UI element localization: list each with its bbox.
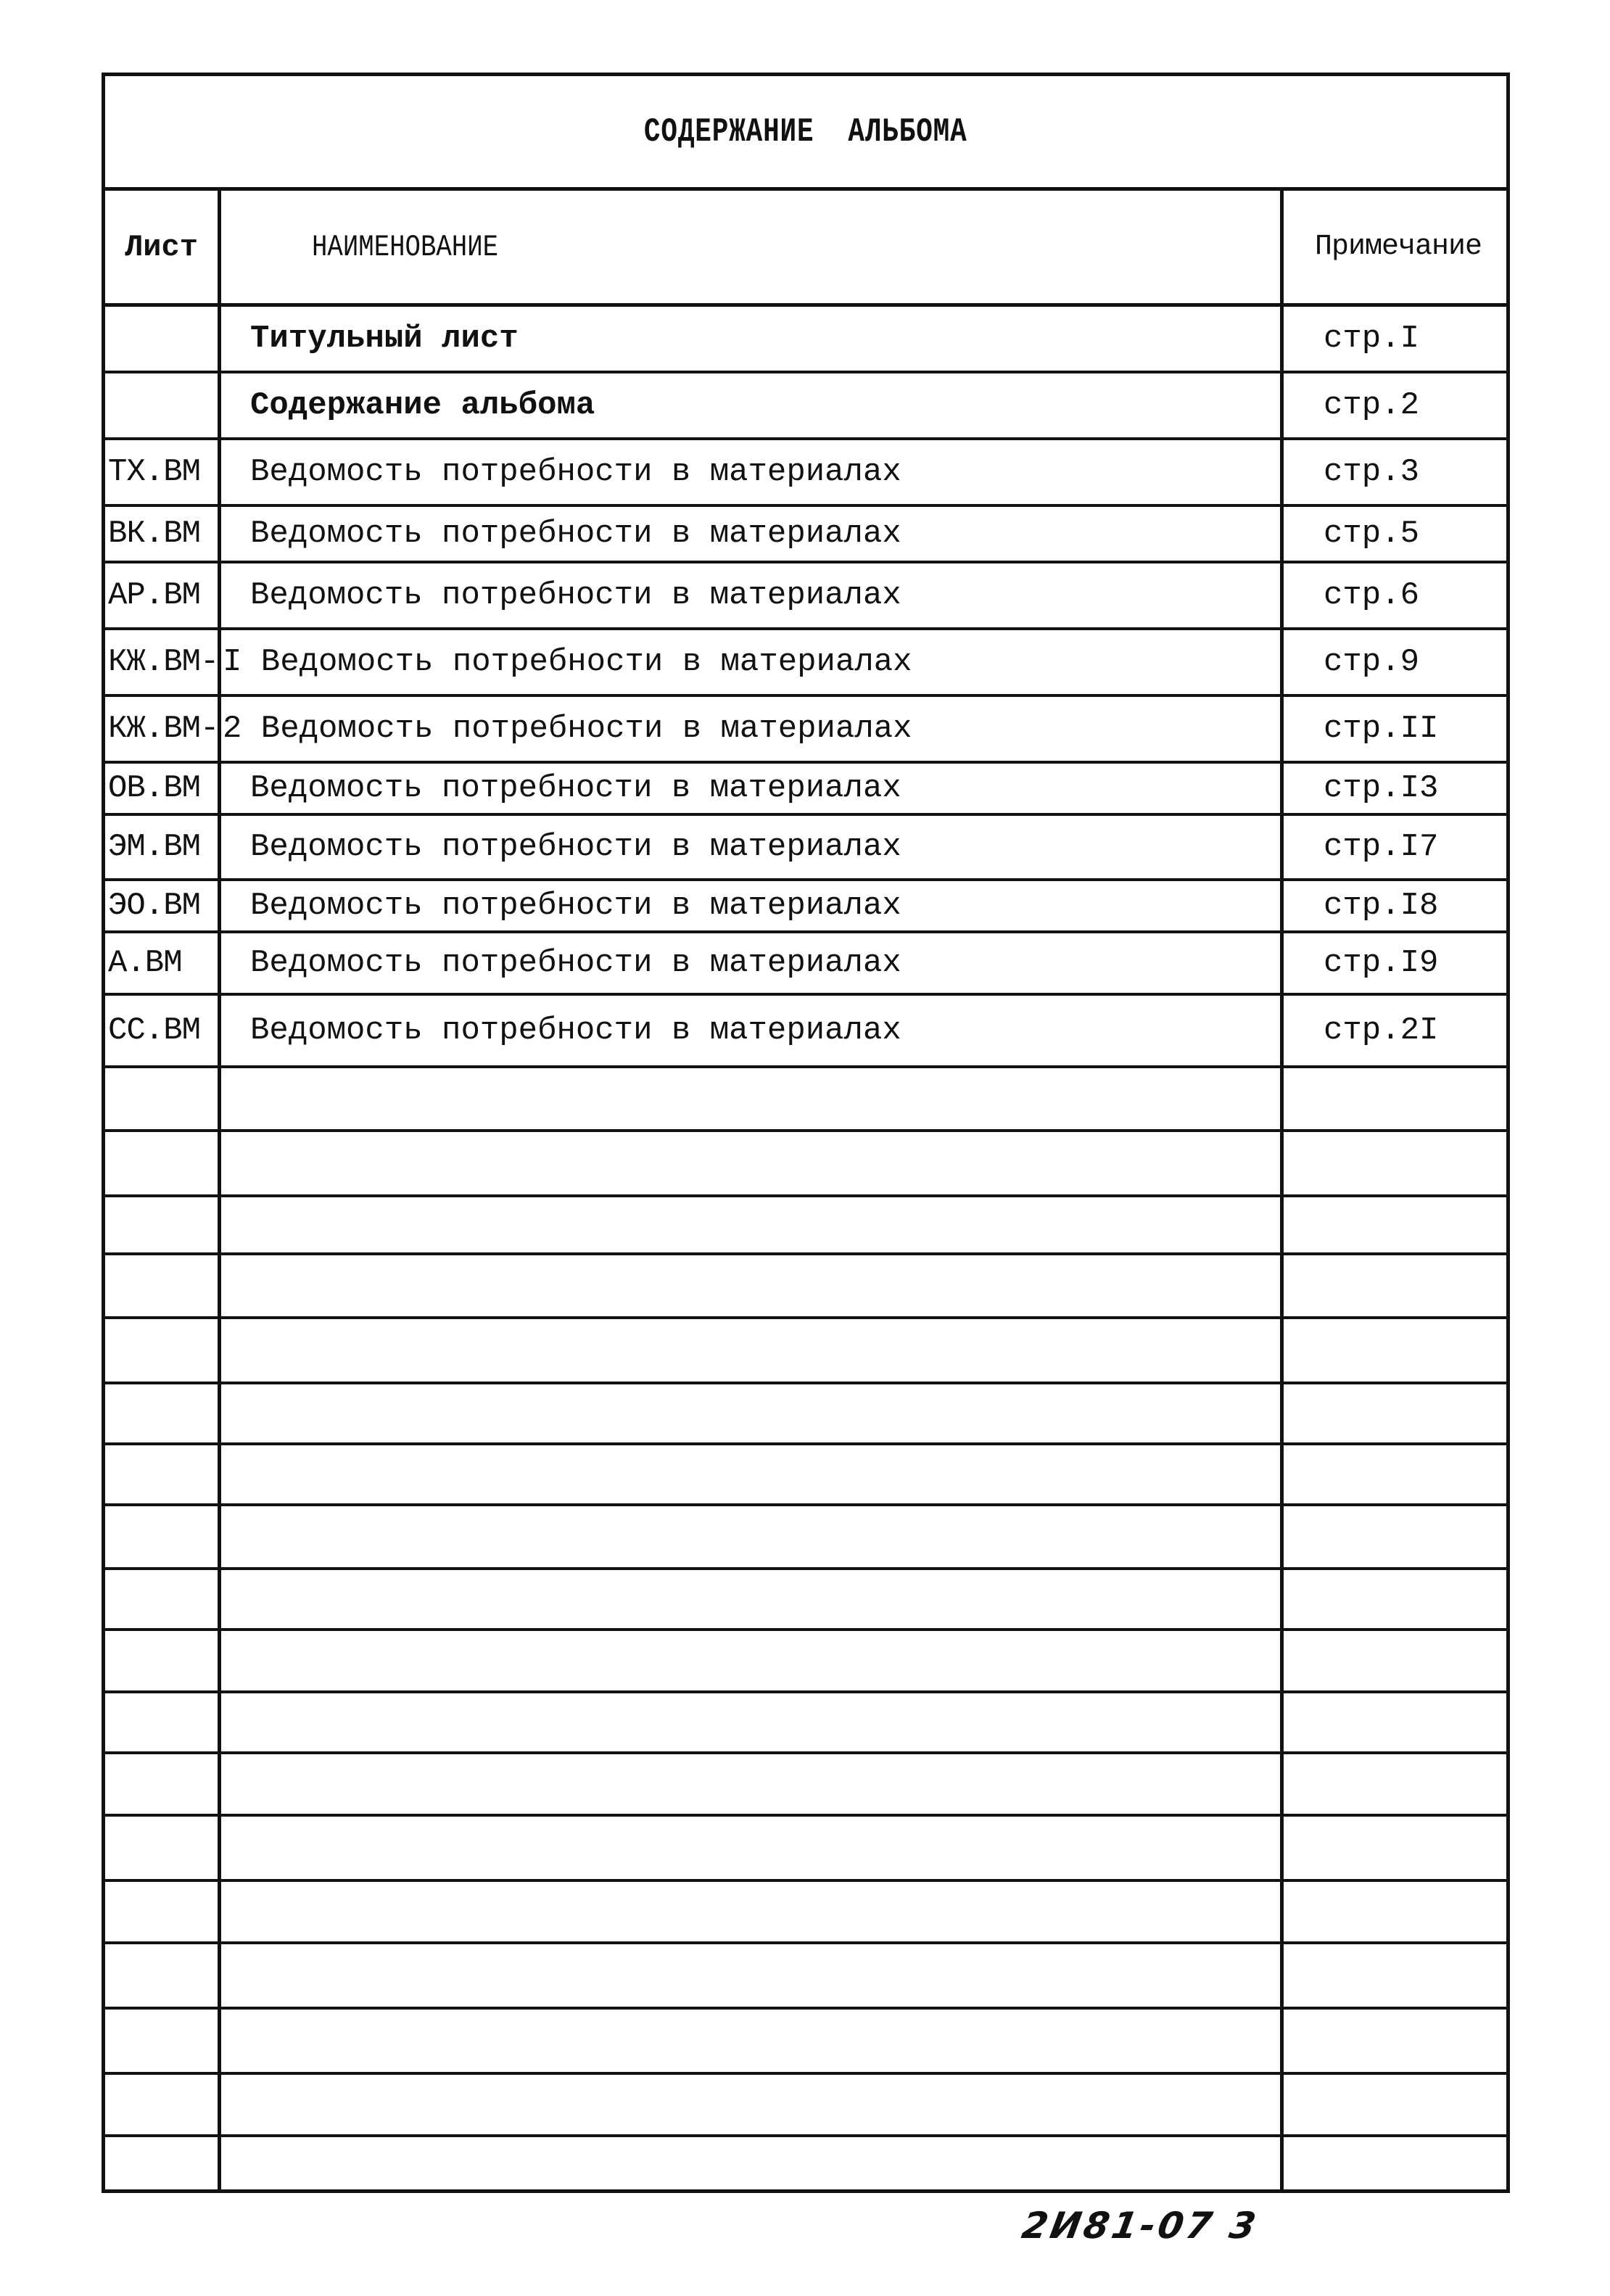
row-note: стр.I3 <box>1324 770 1439 806</box>
empty-row <box>105 1197 1506 1255</box>
title-band <box>105 76 1506 191</box>
row-note: стр.9 <box>1324 644 1420 680</box>
document-title: СОДЕРЖАНИЕ АЛЬБОМА <box>644 112 967 151</box>
empty-row <box>105 1631 1506 1693</box>
empty-row <box>105 1255 1506 1319</box>
row-name: Содержание альбома <box>250 387 595 424</box>
header-name: НАИМЕНОВАНИЕ <box>312 229 499 265</box>
table-row <box>105 507 1506 563</box>
row-name: Ведомость потребности в материалах <box>250 454 901 490</box>
empty-row <box>105 1693 1506 1754</box>
row-sheet-code <box>108 307 218 371</box>
row-note: стр.I7 <box>1324 829 1439 865</box>
table-row <box>105 630 1506 697</box>
empty-row <box>105 1445 1506 1506</box>
row-name: Ведомость потребности в материалах <box>250 829 901 865</box>
empty-row <box>105 2075 1506 2137</box>
empty-row <box>105 1132 1506 1197</box>
table-row <box>105 764 1506 816</box>
row-name: Титульный лист <box>250 321 519 357</box>
row-sheet-code <box>108 373 218 437</box>
document-code: 2И81-07 3 <box>1018 2205 1262 2247</box>
table-row <box>105 816 1506 881</box>
row-note: стр.I <box>1324 321 1420 357</box>
row-note: стр.I8 <box>1324 888 1439 924</box>
contents-table <box>102 73 1510 2193</box>
row-sheet-code: КЖ.ВМ- <box>108 711 219 747</box>
empty-row <box>105 1754 1506 1817</box>
table-row <box>105 440 1506 507</box>
row-name: Ведомость потребности в материалах <box>250 770 901 806</box>
table-row <box>105 933 1506 996</box>
row-name: Ведомость потребности в материалах <box>250 888 901 924</box>
row-sheet-code: ОВ.ВМ <box>108 770 201 806</box>
empty-row <box>105 1944 1506 2010</box>
row-sheet-code: ЭО.ВМ <box>108 888 201 924</box>
empty-row <box>105 1384 1506 1445</box>
empty-row <box>105 1570 1506 1631</box>
row-note: стр.2I <box>1324 1012 1439 1049</box>
table-row <box>105 373 1506 440</box>
empty-row <box>105 1319 1506 1384</box>
table-row <box>105 697 1506 764</box>
row-note: стр.2 <box>1324 387 1420 424</box>
row-note: стр.3 <box>1324 454 1420 490</box>
header-note: Примечание <box>1314 231 1482 263</box>
row-name: I Ведомость потребности в материалах <box>223 644 912 680</box>
row-sheet-code: А.ВМ <box>108 945 182 981</box>
row-name: Ведомость потребности в материалах <box>250 945 901 981</box>
empty-row <box>105 1817 1506 1882</box>
table-row <box>105 881 1506 933</box>
header-sheet: Лист <box>125 229 198 265</box>
row-note: стр.II <box>1324 711 1439 747</box>
row-sheet-code: АР.ВМ <box>108 577 201 614</box>
row-sheet-code: ЭМ.ВМ <box>108 829 201 865</box>
table-row <box>105 996 1506 1068</box>
row-note: стр.5 <box>1324 516 1420 552</box>
empty-row <box>105 1068 1506 1132</box>
table-header-row <box>105 191 1506 307</box>
row-name: Ведомость потребности в материалах <box>250 1012 901 1049</box>
empty-row <box>105 2010 1506 2075</box>
row-sheet-code: СС.ВМ <box>108 1012 201 1049</box>
row-note: стр.6 <box>1324 577 1420 614</box>
row-name: Ведомость потребности в материалах <box>250 577 901 614</box>
row-note: стр.I9 <box>1324 945 1439 981</box>
row-name: Ведомость потребности в материалах <box>250 516 901 552</box>
table-row <box>105 307 1506 373</box>
row-sheet-code: ТХ.ВМ <box>108 454 201 490</box>
row-sheet-code: ВК.ВМ <box>108 516 201 552</box>
table-row <box>105 563 1506 630</box>
empty-row <box>105 1882 1506 1944</box>
row-sheet-code: КЖ.ВМ- <box>108 644 219 680</box>
empty-row <box>105 1506 1506 1570</box>
row-name: 2 Ведомость потребности в материалах <box>223 711 912 747</box>
